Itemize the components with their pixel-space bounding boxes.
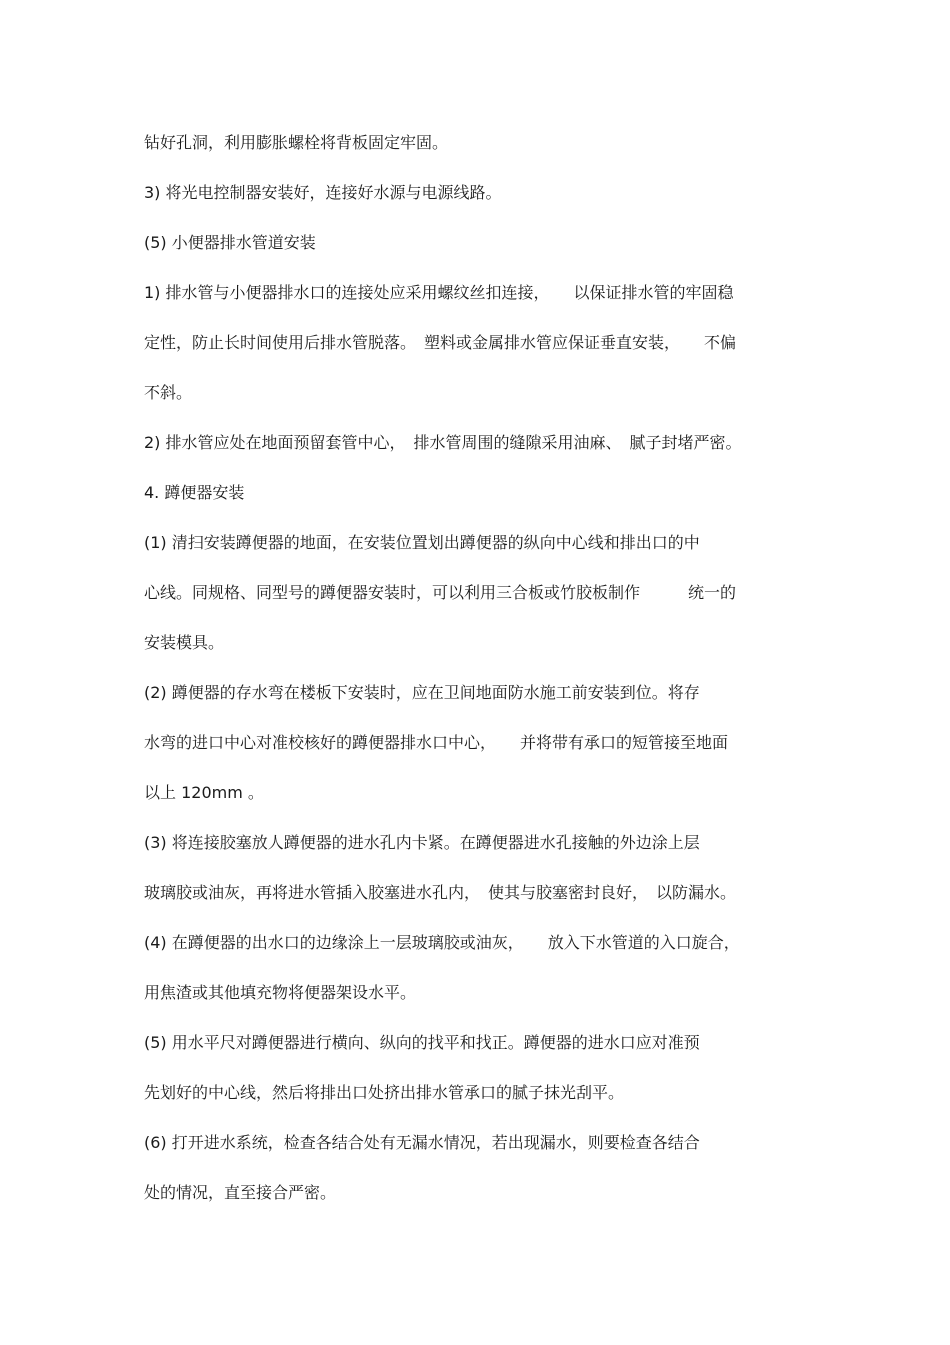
text-line: 处的情况，直至接合严密。 — [144, 1183, 337, 1202]
text-line: (6) 打开进水系统，检查各结合处有无漏水情况，若出现漏水，则要检查各结合 — [144, 1133, 700, 1152]
text-line: 心线。同规格、同型号的蹲便器安装时，可以利用三合板或竹胶板制作 统一的 — [144, 583, 737, 602]
text-line: (3) 将连接胶塞放人蹲便器的进水孔内卡紧。在蹲便器进水孔接触的外边涂上层 — [144, 833, 700, 852]
text-line: 定性，防止长时间使用后排水管脱落。 塑料或金属排水管应保证垂直安装， 不偏 — [144, 333, 737, 352]
text-line: 安装模具。 — [144, 633, 225, 652]
text-line: 1) 排水管与小便器排水口的连接处应采用螺纹丝扣连接， 以保证排水管的牢固稳 — [144, 283, 734, 302]
section-heading: (5) 小便器排水管道安装 — [144, 233, 316, 252]
text-line: 先划好的中心线，然后将排出口处挤出排水管承口的腻子抹光刮平。 — [144, 1083, 625, 1102]
text-line: 3) 将光电控制器安装好，连接好水源与电源线路。 — [144, 183, 502, 202]
text-line: (5) 用水平尺对蹲便器进行横向、纵向的找平和找正。蹲便器的进水口应对准预 — [144, 1033, 700, 1052]
text-line: 不斜。 — [144, 383, 193, 402]
text-line: 2) 排水管应处在地面预留套管中心， 排水管周围的缝隙采用油麻、 腻子封堵严密。 — [144, 433, 742, 452]
text-line: 钻好孔洞，利用膨胀螺栓将背板固定牢固。 — [144, 133, 449, 152]
text-line: (2) 蹲便器的存水弯在楼板下安装时，应在卫间地面防水施工前安装到位。将存 — [144, 683, 700, 702]
text-line: 以上 120mm 。 — [144, 783, 264, 802]
text-line: 用焦渣或其他填充物将便器架设水平。 — [144, 983, 417, 1002]
text-line: (1) 清扫安装蹲便器的地面，在安装位置划出蹲便器的纵向中心线和排出口的中 — [144, 533, 700, 552]
text-line: 水弯的进口中心对准校核好的蹲便器排水口中心， 并将带有承口的短管接至地面 — [144, 733, 729, 752]
section-heading: 4. 蹲便器安装 — [144, 483, 245, 502]
text-line: (4) 在蹲便器的出水口的边缘涂上一层玻璃胶或油灰， 放入下水管道的入口旋合， — [144, 933, 740, 952]
text-line: 玻璃胶或油灰，再将进水管插入胶塞进水孔内， 使其与胶塞密封良好， 以防漏水。 — [144, 883, 737, 902]
